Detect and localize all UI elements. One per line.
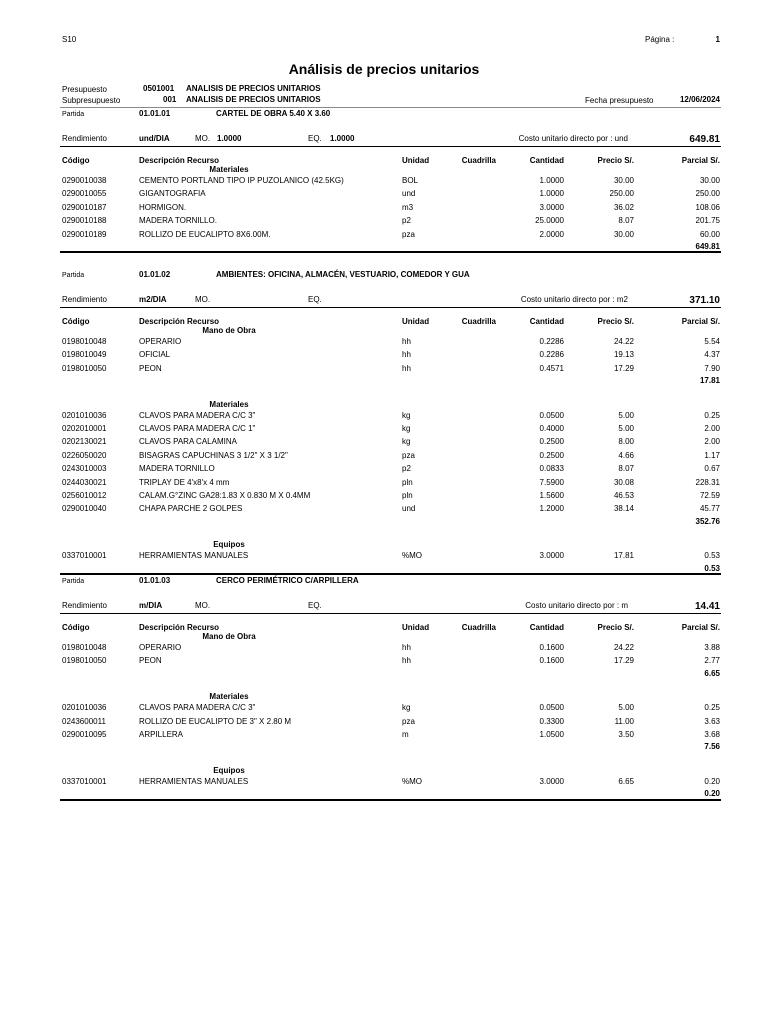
row-parcial: 0.53 (704, 551, 720, 561)
group-title: Materiales (209, 399, 249, 409)
presupuesto-label: Presupuesto (62, 85, 107, 94)
row-descripcion: ROLLIZO DE EUCALIPTO DE 3" X 2.80 M (139, 716, 292, 726)
row-descripcion: PEON (139, 363, 162, 373)
row-parcial: 30.00 (699, 176, 720, 185)
row-unidad: pza (402, 716, 415, 726)
row-codigo: 0198010048 (62, 337, 107, 346)
row-parcial: 0.25 (704, 703, 720, 713)
row-codigo: 0290010188 (62, 216, 107, 226)
partida-label: Partida (62, 578, 85, 585)
row-unidad: hh (402, 337, 411, 346)
rendimiento-unit: und/DIA (139, 134, 170, 143)
row-cantidad: 1.0000 (539, 189, 564, 199)
partida-code: 01.01.03 (139, 576, 171, 585)
row-precio: 30.08 (613, 477, 634, 487)
row-descripcion: CLAVOS PARA MADERA C/C 1" (139, 424, 256, 433)
partida-label: Partida (62, 111, 85, 118)
costo-value: 649.81 (689, 134, 720, 145)
row-cantidad: 0.1600 (539, 643, 564, 652)
partida-divider (60, 307, 721, 308)
col-header-cuadrilla: Cuadrilla (461, 623, 496, 632)
group-title: Equipos (213, 540, 245, 550)
row-parcial: 72.59 (699, 491, 720, 500)
row-codigo: 0290010095 (62, 730, 107, 739)
row-precio: 24.22 (613, 643, 634, 652)
row-unidad: pza (402, 450, 415, 460)
costo-value: 14.41 (694, 601, 720, 612)
row-codigo: 0290010055 (62, 189, 107, 199)
row-cantidad: 7.5900 (539, 477, 564, 487)
system-label: S10 (62, 35, 77, 44)
row-parcial: 228.31 (695, 477, 720, 487)
row-parcial: 5.54 (704, 337, 720, 346)
group-subtotal: 352.76 (695, 516, 720, 526)
col-header-unidad: Unidad (402, 317, 430, 326)
row-cantidad: 1.0000 (539, 176, 564, 185)
page-label: Página : (645, 35, 675, 44)
mo-label: MO. (195, 601, 211, 610)
row-descripcion: PEON (139, 656, 162, 666)
row-cantidad: 0.2500 (539, 437, 564, 447)
row-unidad: BOL (402, 176, 419, 185)
group-title: Equipos (213, 765, 245, 775)
row-precio: 5.00 (618, 410, 634, 420)
col-header-codigo: Código (62, 623, 90, 632)
row-parcial: 2.00 (704, 424, 720, 433)
row-cantidad: 0.4000 (539, 424, 564, 433)
group-subtotal: 649.81 (695, 242, 720, 251)
row-descripcion: CEMENTO PORTLAND TIPO IP PUZOLANICO (42.5KG) (139, 176, 344, 185)
row-parcial: 7.90 (704, 363, 720, 373)
row-precio: 250.00 (609, 189, 634, 199)
row-precio: 5.00 (618, 424, 634, 433)
row-codigo: 0202010001 (62, 424, 107, 433)
section-end-divider (60, 251, 721, 253)
group-title: Materiales (209, 165, 249, 174)
eq-value: 1.0000 (330, 134, 355, 143)
row-parcial: 60.00 (699, 229, 720, 239)
group-subtotal: 0.20 (704, 789, 720, 799)
row-cantidad: 1.2000 (539, 504, 564, 514)
row-codigo: 0243600011 (62, 716, 106, 726)
row-descripcion: OPERARIO (139, 643, 182, 652)
row-precio: 3.50 (618, 730, 634, 739)
row-cantidad: 0.4571 (539, 363, 564, 373)
row-descripcion: BISAGRAS CAPUCHINAS 3 1/2" X 3 1/2" (139, 450, 288, 460)
row-precio: 11.00 (614, 716, 634, 726)
row-codigo: 0244030021 (62, 477, 107, 487)
partida-divider (60, 146, 721, 147)
section-end-divider (60, 573, 721, 575)
row-codigo: 0226050020 (62, 450, 107, 460)
partida-code: 01.01.01 (139, 109, 171, 118)
eq-label: EQ. (308, 601, 322, 610)
row-parcial: 250.00 (695, 189, 720, 199)
group-title: Materiales (209, 692, 249, 702)
subpresupuesto-code: 001 (163, 95, 177, 104)
rendimiento-label: Rendimiento (62, 601, 107, 610)
col-header-cantidad: Cantidad (529, 156, 564, 165)
row-descripcion: HORMIGON. (139, 202, 187, 212)
col-header-cantidad: Cantidad (529, 623, 564, 632)
row-precio: 17.29 (613, 363, 634, 373)
row-cantidad: 0.0833 (539, 464, 564, 474)
row-precio: 30.00 (613, 176, 634, 185)
row-unidad: pln (402, 477, 413, 487)
row-unidad: kg (402, 410, 411, 420)
col-header-descripcion: Descripción Recurso (139, 317, 220, 326)
row-cantidad: 0.2286 (539, 350, 564, 360)
row-codigo: 0337010001 (62, 776, 107, 786)
row-parcial: 0.20 (704, 776, 720, 786)
rendimiento-unit: m2/DIA (139, 295, 167, 304)
row-codigo: 0290010038 (62, 176, 107, 185)
row-parcial: 2.00 (704, 437, 720, 447)
row-descripcion: CLAVOS PARA CALAMINA (139, 437, 237, 447)
row-unidad: pln (402, 491, 413, 500)
row-descripcion: CLAVOS PARA MADERA C/C 3" (139, 703, 256, 713)
row-descripcion: MADERA TORNILLO. (139, 216, 217, 226)
col-header-parcial: Parcial S/. (681, 156, 720, 165)
row-codigo: 0198010050 (62, 656, 107, 666)
row-unidad: %MO (402, 551, 422, 561)
group-subtotal: 0.53 (704, 563, 720, 573)
row-cantidad: 3.0000 (539, 202, 564, 212)
row-cantidad: 0.1600 (539, 656, 564, 666)
row-precio: 5.00 (618, 703, 634, 713)
row-cantidad: 0.0500 (539, 410, 564, 420)
row-precio: 8.00 (618, 437, 634, 447)
rendimiento-label: Rendimiento (62, 134, 107, 143)
row-descripcion: CALAM.G°ZINC GA28:1.83 X 0.830 M X 0.4MM (139, 491, 311, 500)
row-descripcion: OPERARIO (139, 337, 182, 346)
row-codigo: 0337010001 (62, 551, 107, 561)
col-header-cuadrilla: Cuadrilla (461, 317, 496, 326)
col-header-parcial: Parcial S/. (681, 623, 720, 632)
col-header-codigo: Código (62, 156, 90, 165)
rendimiento-unit: m/DIA (139, 601, 163, 610)
fecha-label: Fecha presupuesto (585, 96, 654, 105)
row-precio: 30.00 (613, 229, 634, 239)
row-precio: 17.29 (613, 656, 634, 666)
costo-value: 371.10 (689, 295, 720, 306)
row-cantidad: 0.3300 (539, 716, 564, 726)
col-header-codigo: Código (62, 317, 90, 326)
costo-label: Costo unitario directo por : m (525, 601, 628, 610)
mo-label: MO. (195, 134, 211, 143)
subpresupuesto-label: Subpresupuesto (62, 96, 121, 105)
row-unidad: pza (402, 229, 415, 239)
row-unidad: kg (402, 424, 411, 433)
row-codigo: 0198010050 (62, 363, 107, 373)
partida-name: AMBIENTES: OFICINA, ALMACÉN, VESTUARIO, COMEDOR Y GUA (216, 270, 470, 279)
presupuesto-name: ANALISIS DE PRECIOS UNITARIOS (186, 84, 321, 93)
col-header-precio: Precio S/. (597, 623, 634, 632)
group-subtotal: 17.81 (699, 376, 720, 386)
row-codigo: 0198010049 (62, 350, 107, 360)
mo-label: MO. (195, 295, 211, 304)
row-unidad: hh (402, 643, 411, 652)
row-cantidad: 1.0500 (539, 730, 564, 739)
row-parcial: 3.88 (704, 643, 720, 652)
row-codigo: 0201010036 (62, 410, 107, 420)
row-cantidad: 0.2500 (539, 450, 564, 460)
row-unidad: und (402, 504, 416, 514)
partida-name: CARTEL DE OBRA 5.40 X 3.60 (216, 109, 331, 118)
col-header-precio: Precio S/. (597, 317, 634, 326)
row-codigo: 0201010036 (62, 703, 107, 713)
row-precio: 46.53 (613, 491, 634, 500)
row-parcial: 108.06 (695, 202, 720, 212)
row-unidad: hh (402, 350, 411, 360)
costo-label: Costo unitario directo por : und (518, 134, 628, 143)
row-cantidad: 0.2286 (539, 337, 564, 346)
partida-divider (60, 613, 721, 614)
row-codigo: 0256010012 (62, 491, 107, 500)
row-codigo: 0202130021 (62, 437, 107, 447)
row-descripcion: TRIPLAY DE 4'x8'x 4 mm (139, 477, 230, 487)
row-unidad: hh (402, 656, 411, 666)
row-precio: 36.02 (613, 202, 634, 212)
row-cantidad: 2.0000 (539, 229, 564, 239)
row-precio: 4.66 (618, 450, 634, 460)
group-subtotal: 7.56 (704, 742, 720, 752)
row-descripcion: ROLLIZO DE EUCALIPTO 8X6.00M. (139, 229, 271, 239)
row-parcial: 45.77 (699, 504, 720, 514)
row-precio: 38.14 (613, 504, 634, 514)
row-cantidad: 1.5600 (539, 491, 564, 500)
header-divider (60, 107, 721, 108)
group-subtotal: 6.65 (704, 668, 720, 678)
row-unidad: hh (402, 363, 411, 373)
row-unidad: m3 (402, 202, 414, 212)
row-parcial: 4.37 (704, 350, 720, 360)
col-header-parcial: Parcial S/. (681, 317, 720, 326)
row-cantidad: 3.0000 (539, 776, 564, 786)
row-cantidad: 3.0000 (539, 551, 564, 561)
row-unidad: und (402, 189, 416, 199)
col-header-cuadrilla: Cuadrilla (461, 156, 496, 165)
eq-label: EQ. (308, 134, 322, 143)
row-precio: 8.07 (618, 216, 634, 226)
page-number: 1 (715, 35, 720, 44)
partida-code: 01.01.02 (139, 270, 171, 279)
section-end-divider (60, 799, 721, 801)
row-descripcion: ARPILLERA (139, 730, 184, 739)
row-unidad: p2 (402, 216, 411, 226)
row-unidad: p2 (402, 464, 411, 474)
row-codigo: 0290010189 (62, 229, 107, 239)
page-title: Análisis de precios unitarios (288, 61, 480, 77)
row-precio: 24.22 (613, 337, 634, 346)
col-header-cantidad: Cantidad (529, 317, 564, 326)
col-header-descripcion: Descripción Recurso (139, 623, 220, 632)
row-cantidad: 0.0500 (539, 703, 564, 713)
partida-label: Partida (62, 272, 85, 279)
row-codigo: 0198010048 (62, 643, 107, 652)
rendimiento-label: Rendimiento (62, 295, 107, 304)
eq-label: EQ. (308, 295, 322, 304)
col-header-descripcion: Descripción Recurso (139, 156, 220, 165)
col-header-precio: Precio S/. (597, 156, 634, 165)
partida-name: CERCO PERIMÉTRICO C/ARPILLERA (216, 576, 359, 585)
row-descripcion: GIGANTOGRAFIA (139, 189, 206, 199)
row-precio: 6.65 (618, 776, 634, 786)
row-cantidad: 25.0000 (535, 216, 564, 226)
row-unidad: %MO (402, 776, 422, 786)
row-descripcion: MADERA TORNILLO (139, 464, 215, 474)
row-codigo: 0243010003 (62, 464, 107, 474)
row-unidad: m (402, 730, 409, 739)
row-parcial: 3.63 (704, 716, 720, 726)
col-header-unidad: Unidad (402, 623, 430, 632)
row-parcial: 0.67 (704, 464, 720, 474)
mo-value: 1.0000 (217, 134, 242, 143)
col-header-unidad: Unidad (402, 156, 430, 165)
costo-label: Costo unitario directo por : m2 (520, 295, 628, 304)
row-unidad: kg (402, 703, 411, 713)
fecha-value: 12/06/2024 (679, 95, 720, 104)
row-descripcion: CHAPA PARCHE 2 GOLPES (139, 504, 243, 514)
row-parcial: 2.77 (704, 656, 720, 666)
row-codigo: 0290010040 (62, 504, 107, 514)
row-precio: 8.07 (618, 464, 634, 474)
row-descripcion: CLAVOS PARA MADERA C/C 3" (139, 410, 256, 420)
row-parcial: 0.25 (704, 410, 720, 420)
group-title: Mano de Obra (202, 326, 256, 335)
subpresupuesto-name: ANALISIS DE PRECIOS UNITARIOS (186, 95, 321, 104)
row-parcial: 1.17 (704, 450, 720, 460)
row-parcial: 201.75 (695, 216, 720, 226)
row-unidad: kg (402, 437, 411, 447)
row-descripcion: OFICIAL (139, 350, 171, 360)
row-codigo: 0290010187 (62, 202, 107, 212)
row-precio: 19.13 (613, 350, 634, 360)
row-precio: 17.81 (613, 551, 634, 561)
row-parcial: 3.68 (704, 730, 720, 739)
group-title: Mano de Obra (202, 632, 256, 641)
presupuesto-code: 0501001 (143, 84, 175, 93)
row-descripcion: HERRAMIENTAS MANUALES (139, 551, 249, 561)
row-descripcion: HERRAMIENTAS MANUALES (139, 776, 249, 786)
